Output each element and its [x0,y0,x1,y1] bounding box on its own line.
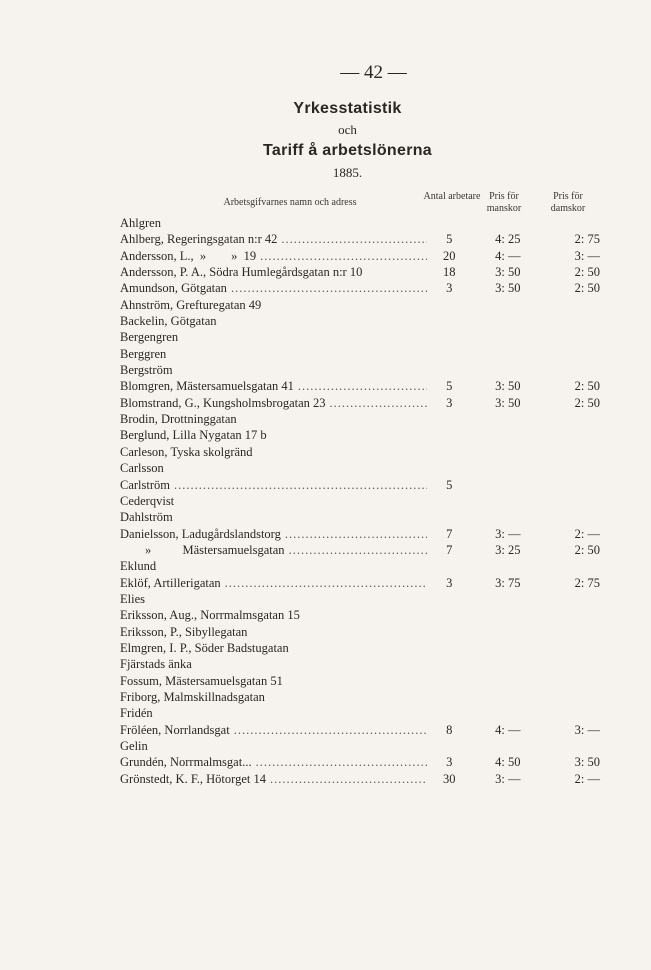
manskor-price [475,673,540,689]
damskor-price: 3: 50 [574,755,601,770]
table-row [120,248,600,264]
leader-dots [170,477,427,493]
employer-name: Fröléen, Norrlandsgat [120,722,230,737]
manskor-price [475,215,540,231]
table-row [120,264,600,280]
damskor-price [541,591,601,607]
table-row [120,591,600,607]
employer-name: Berggren [120,346,167,361]
antal-cell [427,362,471,378]
leader-dots [285,542,428,558]
table-row [120,526,600,542]
antal-cell [427,640,471,656]
manskor-price [475,346,540,362]
damskor-price: 3: — [574,248,601,263]
damskor-price [541,427,601,443]
antal-cell: 20 [442,248,456,263]
manskor-price [475,493,540,509]
antal-cell [427,411,471,427]
employer-name: Fossum, Mästersamuelsgatan 51 [120,673,283,688]
table-row [120,689,600,705]
employer-name: Eklund [120,559,157,574]
table-row [120,722,600,738]
employer-cell [120,362,427,378]
employer-cell [120,280,427,296]
antal-cell: 18 [442,265,456,280]
manskor-price [475,705,540,721]
antal-cell [427,427,471,443]
manskor-price [475,738,540,754]
employer-cell [120,542,427,558]
employer-cell [120,705,427,721]
antal-cell [427,591,471,607]
employer-cell [120,395,427,411]
manskor-price [475,313,540,329]
damskor-price [541,444,601,460]
header-manskor: Pris för manskor [486,191,522,214]
table-row [120,542,600,558]
employer-cell [120,722,427,738]
employer-name: Amundson, Götgatan [120,281,227,296]
damskor-price: 2: 50 [574,395,601,410]
damskor-price: 2: 75 [574,232,601,247]
employer-name: Cederqvist [120,493,175,508]
manskor-price [475,689,540,705]
employer-cell [120,313,427,329]
antal-cell: 30 [442,771,456,786]
employer-cell [120,264,427,280]
employer-name: Andersson, P. A., Södra Humlegårdsgatan n:r 10 [120,265,363,280]
page-title: Yrkesstatistik [293,100,402,117]
employer-name: Grundén, Norrmalmsgat... [120,755,252,770]
employer-cell [120,558,427,574]
antal-cell [427,705,471,721]
employer-cell [120,575,427,591]
header-damskor: Pris för damskor [550,191,586,214]
antal-cell: 5 [446,379,453,394]
antal-cell [427,689,471,705]
table-row [120,673,600,689]
table-row [120,607,600,623]
antal-cell [427,624,471,640]
table-row [120,640,600,656]
manskor-price [475,558,540,574]
employer-cell [120,509,427,525]
employer-cell [120,771,427,787]
leader-dots [252,754,428,770]
damskor-price: 2: — [574,771,601,786]
employer-cell [120,493,427,509]
manskor-price [475,624,540,640]
damskor-price [541,673,601,689]
employer-name: Carlström [120,477,170,492]
manskor-price: 4: — [495,248,521,263]
employer-name: Gelin [120,739,148,753]
employer-name: Elies [120,591,145,606]
table-row [120,411,600,427]
leader-dots [221,575,428,591]
manskor-price [475,477,540,493]
employer-name: Danielsson, Ladugårdslandstorg [120,526,281,541]
employer-name: Eklöf, Artillerigatan [120,575,221,590]
employer-cell [120,607,427,623]
table-row [120,771,600,787]
employer-cell [120,248,427,264]
damskor-price [541,411,601,427]
antal-cell: 3 [446,755,453,770]
employer-name: Backelin, Götgatan [120,314,217,329]
manskor-price [475,607,540,623]
antal-cell: 7 [446,542,453,557]
table-row [120,477,600,493]
employer-name: Berglund, Lilla Nygatan 17 b [120,428,267,443]
damskor-price: 2: 50 [574,379,601,394]
antal-cell [427,656,471,672]
damskor-price [541,624,601,640]
antal-cell [427,346,471,362]
damskor-price [541,493,601,509]
damskor-price [541,329,601,345]
damskor-price [541,460,601,476]
manskor-price [475,411,540,427]
manskor-price: 3: 75 [495,575,521,590]
antal-cell: 5 [446,232,453,247]
employer-name: Carleson, Tyska skolgränd [120,444,253,459]
employer-cell [120,754,427,770]
antal-cell: 3 [446,575,453,590]
damskor-price: 2: 50 [574,265,601,280]
employer-name: Andersson, L., » » 19 [120,248,257,263]
employer-cell [120,215,427,231]
employer-name: Ahlgren [120,216,161,230]
employer-name: » Mästersamuelsgatan [120,542,285,557]
employer-cell [120,346,427,362]
year: 1885. [332,165,363,180]
employer-cell [120,411,427,427]
damskor-price: 2: — [574,526,601,541]
employer-name: Bergengren [120,330,179,345]
antal-cell [427,297,471,313]
manskor-price [475,640,540,656]
leader-dots [256,248,427,264]
damskor-price [541,215,601,231]
table-row [120,280,600,296]
table-row [120,378,600,394]
employer-cell [120,297,427,313]
antal-cell [427,460,471,476]
antal-cell [427,313,471,329]
employer-cell [120,656,427,672]
employer-name: Eriksson, Aug., Norrmalmsgatan 15 [120,608,300,623]
antal-cell [427,509,471,525]
manskor-price [475,329,540,345]
table-row [120,231,600,247]
leader-dots [277,231,427,247]
employer-cell [120,624,427,640]
employer-name: Grönstedt, K. F., Hötorget 14 [120,771,266,786]
employer-cell [120,231,427,247]
manskor-price: 3: 25 [495,542,521,557]
manskor-price [475,297,540,313]
table-row [120,624,600,640]
table-row [120,297,600,313]
table-row [120,346,600,362]
employer-cell [120,738,427,754]
table-row [120,705,600,721]
employer-name: Dahlström [120,510,173,525]
antal-cell [427,329,471,345]
manskor-price: 3: 50 [495,379,521,394]
header-name: Arbetsgifvarnes namn och adress [223,197,357,208]
damskor-price [541,558,601,574]
table-row [120,427,600,443]
page-number: — 42 — [340,62,407,83]
leader-dots [230,722,428,738]
table-row [120,362,600,378]
tariff-table [120,215,600,787]
damskor-price [541,705,601,721]
employer-cell [120,444,427,460]
manskor-price: 3: — [495,771,521,786]
table-row [120,509,600,525]
table-row [120,575,600,591]
employer-cell [120,427,427,443]
employer-cell [120,591,427,607]
damskor-price [541,313,601,329]
manskor-price: 4: — [495,722,521,737]
manskor-price [475,444,540,460]
antal-cell [427,493,471,509]
table-row [120,656,600,672]
manskor-price [475,362,540,378]
antal-cell: 7 [446,526,453,541]
employer-name: Blomstrand, G., Kungsholmsbrogatan 23 [120,395,326,410]
antal-cell: 5 [446,477,453,492]
employer-cell [120,673,427,689]
manskor-price [475,460,540,476]
manskor-price: 3: 50 [495,281,521,296]
employer-name: Carlsson [120,461,164,476]
employer-name: Ahnström, Grefturegatan 49 [120,297,262,312]
manskor-price: 4: 50 [495,755,521,770]
antal-cell: 8 [446,722,453,737]
employer-name: Eriksson, P., Sibyllegatan [120,624,248,639]
manskor-price: 3: 50 [495,265,521,280]
employer-name: Ahlberg, Regeringsgatan n:r 42 [120,232,278,247]
leader-dots [281,526,428,542]
table-row [120,558,600,574]
damskor-price: 3: — [574,722,601,737]
table-row [120,493,600,509]
manskor-price [475,509,540,525]
damskor-price: 2: 50 [574,542,601,557]
table-row [120,460,600,476]
antal-cell [427,738,471,754]
manskor-price: 3: 50 [495,395,521,410]
damskor-price [541,738,601,754]
employer-name: Bergström [120,363,173,378]
antal-cell: 3 [446,281,453,296]
damskor-price [541,297,601,313]
table-row [120,754,600,770]
antal-cell [427,558,471,574]
leader-dots [266,771,427,787]
damskor-price [541,689,601,705]
table-row [120,444,600,460]
damskor-price [541,640,601,656]
employer-name: Fjärstads änka [120,657,192,672]
employer-name: Elmgren, I. P., Söder Badstugatan [120,640,289,655]
employer-name: Friborg, Malmskillnadsgatan [120,689,265,704]
title-conjunction: och [338,122,357,137]
table-row [120,738,600,754]
damskor-price [541,656,601,672]
leader-dots [294,378,428,394]
manskor-price [475,591,540,607]
employer-cell [120,640,427,656]
damskor-price [541,477,601,493]
damskor-price: 2: 50 [574,281,601,296]
damskor-price [541,346,601,362]
employer-cell [120,477,427,493]
damskor-price [541,607,601,623]
manskor-price: 4: 25 [495,232,521,247]
antal-cell [427,673,471,689]
leader-dots [326,395,428,411]
employer-name: Blomgren, Mästersamuelsgatan 41 [120,379,294,394]
antal-cell [427,215,471,231]
damskor-price [541,362,601,378]
damskor-price: 2: 75 [574,575,601,590]
antal-cell [427,607,471,623]
manskor-price [475,656,540,672]
employer-cell [120,460,427,476]
employer-cell [120,329,427,345]
table-row [120,329,600,345]
employer-cell [120,378,427,394]
table-row [120,215,600,231]
employer-name: Brodin, Drottninggatan [120,412,237,427]
employer-cell [120,689,427,705]
header-antal: Antal arbetare [423,191,481,202]
damskor-price [541,509,601,525]
employer-cell [120,526,427,542]
table-row [120,313,600,329]
leader-dots [227,280,427,296]
antal-cell: 3 [446,395,453,410]
manskor-price: 3: — [495,526,521,541]
employer-name: Fridén [120,706,153,721]
manskor-price [475,427,540,443]
antal-cell [427,444,471,460]
page-subtitle: Tariff å arbetslönerna [262,142,432,159]
table-row [120,395,600,411]
